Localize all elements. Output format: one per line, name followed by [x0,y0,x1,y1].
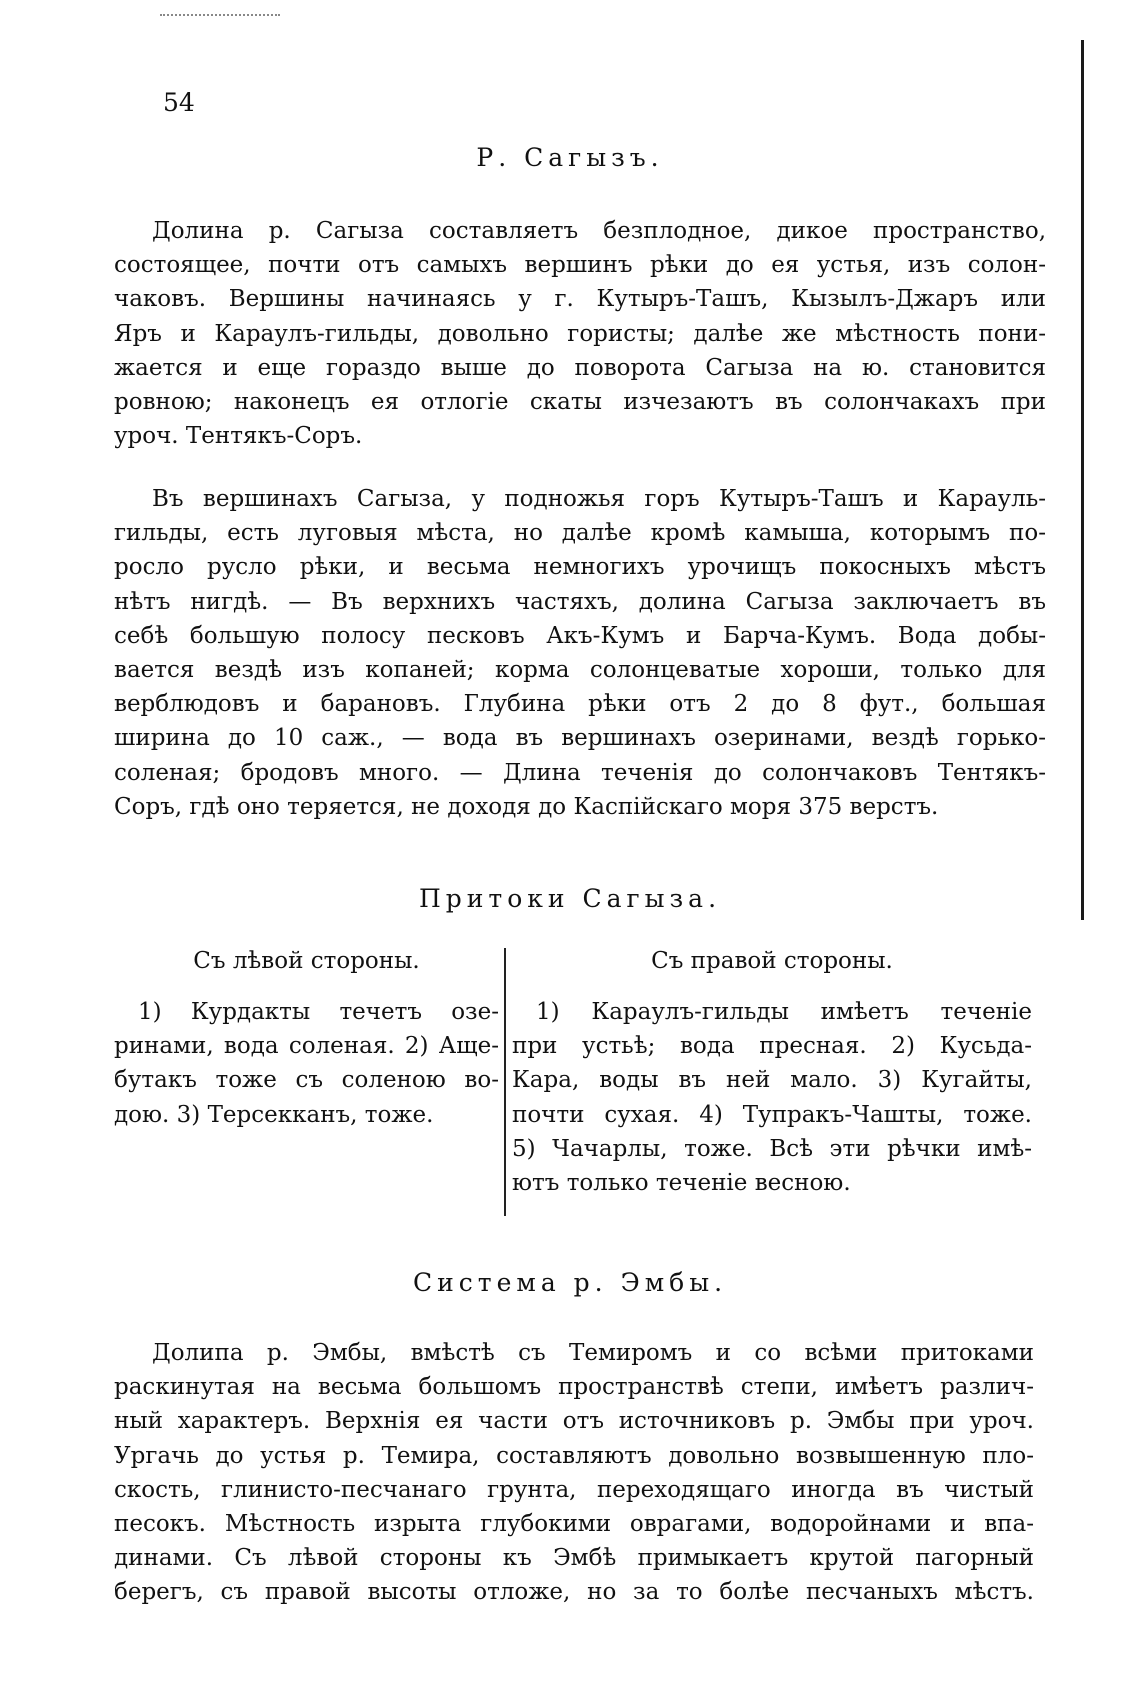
section-title-emba-system: Система р. Эмбы. [412,1268,728,1297]
right-bank-tributaries [512,995,1032,1200]
text-line: ютъ только теченіе весною. [512,1170,851,1197]
text-line: песокъ. Мѣстность изрыта глубокими оврагами, водоройнами и впа- [114,1511,1034,1538]
text-line: дою. 3) Терсекканъ, тоже. [114,1101,434,1128]
text-line: соленая; бродовъ много. — Длина теченія до солончаковъ Тентякъ- [114,759,1046,786]
text-line: почти сухая. 4) Тупракъ-Чашты, тоже. [512,1101,1032,1128]
text-line: Соръ, гдѣ оно теряется, не доходя до Каспійскаго моря 375 верстъ. [114,793,939,820]
text-line: уроч. Тентякъ-Соръ. [114,423,363,450]
text-line: раскинутая на весьма большомъ пространствѣ степи, имѣетъ различ- [114,1374,1034,1401]
text-line: при устьѣ; вода пресная. 2) Кусьда- [512,1033,1032,1060]
text-line: состоящее, почти отъ самыхъ вершинъ рѣки до ея устья, изъ солон- [114,252,1046,279]
page-edge-rule [1081,40,1084,920]
text-line: 1) Курдакты течетъ озе- [138,999,499,1025]
text-line: вается вездѣ изъ копаней; корма солонцеватые хороши, только для [114,657,1046,684]
text-line: Долина р. Сагыза составляетъ безплодное, дикое пространство, [152,218,1046,244]
text-line: себѣ большую полосу песковъ Акъ-Кумъ и Барча-Кумъ. Вода добы- [114,622,1046,649]
text-line: гильды, есть луговыя мѣста, но далѣе кромѣ камыша, которымъ по- [114,520,1046,547]
text-line: 5) Чачарлы, тоже. Всѣ эти рѣчки имѣ- [512,1135,1032,1162]
text-line: динами. Съ лѣвой стороны къ Эмбѣ примыкаетъ крутой пагорный [114,1545,1034,1572]
paragraph-sagyz-valley [114,214,1046,453]
left-bank-title: Съ лѣвой стороны. [193,948,420,974]
left-bank-tributaries [114,995,499,1132]
text-line: Яръ и Караулъ-гильды, довольно гористы; далѣе же мѣстность пони- [114,320,1046,347]
text-line: Долипа р. Эмбы, вмѣстѣ съ Темиромъ и со всѣми притоками [152,1340,1034,1366]
text-line: ровною; наконецъ ея отлогіе скаты изчезаютъ въ солончакахъ при [114,389,1046,416]
text-line: ширина до 10 саж., — вода въ вершинахъ озеринами, вездѣ горько- [114,725,1046,752]
text-line: скость, глинисто-песчанаго грунта, переходящаго иногда въ чистый [114,1476,1034,1503]
section-title-tributaries: Притоки Сагыза. [418,884,722,913]
text-line: берегъ, съ правой высоты отложе, но за то болѣе песчаныхъ мѣстъ. [114,1579,1034,1606]
text-line: нѣтъ нигдѣ. — Въ верхнихъ частяхъ, долина Сагыза заключаетъ въ [114,588,1046,615]
text-line: росло русло рѣки, и весьма немногихъ урочищъ покосныхъ мѣстъ [114,554,1046,581]
text-line: Въ вершинахъ Сагыза, у подножья горъ Кутыръ-Ташъ и Карауль- [152,486,1046,512]
text-line: бутакъ тоже съ соленою во- [114,1067,499,1094]
page-number: 54 [163,88,195,117]
text-line: верблюдовъ и барановъ. Глубина рѣки отъ 2 до 8 фут., большая [114,691,1046,718]
paragraph-sagyz-headwaters [114,482,1046,824]
right-bank-title: Съ правой стороны. [651,948,893,974]
text-line: Ургачь до устья р. Темира, составляютъ довольно возвышенную пло- [114,1442,1034,1469]
text-line: 1) Караулъ-гильды имѣетъ теченіе [536,999,1032,1025]
column-divider [504,948,506,1216]
text-line: Кара, воды въ ней мало. 3) Кугайты, [512,1067,1032,1094]
text-line: ринами, вода соленая. 2) Аще- [114,1033,499,1060]
section-title-sagyz: Р. Сагызъ. [476,143,664,172]
text-line: жается и еще гораздо выше до поворота Сагыза на ю. становится [114,354,1046,381]
scan-artifact [160,14,280,19]
paragraph-emba-valley [114,1336,1034,1610]
text-line: ный характеръ. Верхнія ея части отъ источниковъ р. Эмбы при уроч. [114,1408,1034,1435]
text-line: чаковъ. Вершины начинаясь у г. Кутыръ-Ташъ, Кызылъ-Джаръ или [114,286,1046,313]
